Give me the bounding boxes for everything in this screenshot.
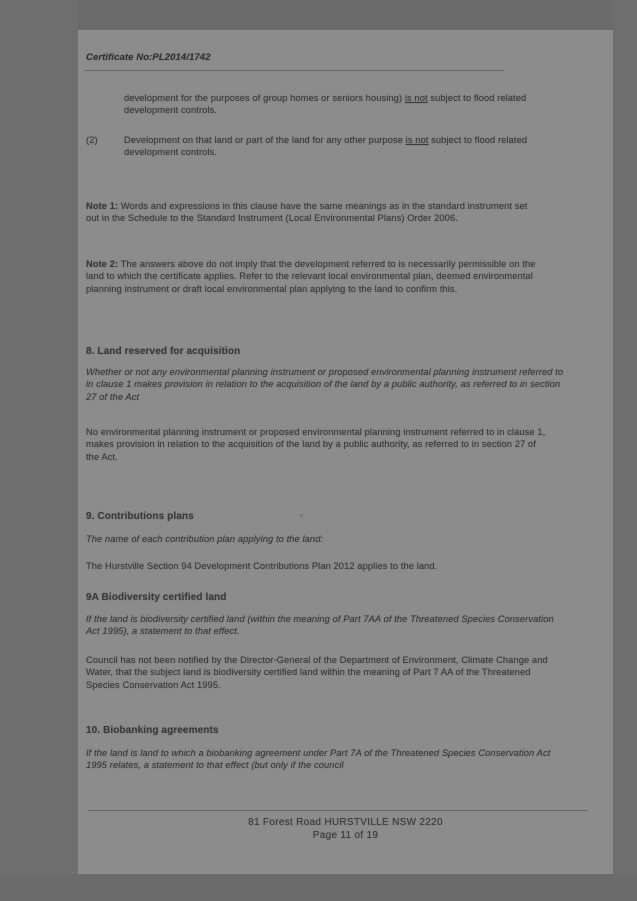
section-8-body-text: No environmental planning instrument or proposed environmental planning instrument referred to in clause 1, makes provision in relation to the acquisition of the land by a public authority, as referred to in section 27 of the Act. <box>86 427 546 462</box>
footer-address: 81 Forest Road HURSTVILLE NSW 2220 <box>248 817 443 828</box>
note-2-text: The answers above do not imply that the development referred to is necessarily permissible on the land to which the certificate applies. Refer to the relevant local environmental plan, deemed environmental planning instrument or draft local environmental plan applying to the land to confirm this. <box>86 259 536 294</box>
section-9a-body-text: Council has not been notified by the Director-General of the Department of Environment, Climate Change and Water, that the subject land is biodiversity certified land within the meaning of Part 7 AA of the Threatened Species Conservation Act 1995. <box>86 655 548 690</box>
certificate-number-header: Certificate No:PL2014/1742 <box>86 52 211 63</box>
note-1-text: Words and expressions in this clause have the same meanings as in the standard instrument set out in the Schedule to the Standard Instrument (Local Environmental Plans) Order 2006. <box>86 201 528 224</box>
section-9-body-text: The Hurstville Section 94 Development Contributions Plan 2012 applies to the land. <box>86 561 438 571</box>
note-2 <box>86 258 546 295</box>
section-9-italic-text: The name of each contribution plan applying to the land: <box>86 534 324 544</box>
header-divider <box>84 70 504 71</box>
page-frame-bottom <box>0 874 637 901</box>
clause-2-text: Development on that land or part of the land for any other purpose is not subject to flood related development controls. <box>124 135 528 158</box>
clause-continuation-text: development for the purposes of group homes or seniors housing) is not subject to flood related development controls. <box>124 93 527 116</box>
section-10-heading: 10. Biobanking agreements <box>86 725 219 736</box>
section-9a-heading: 9A Biodiversity certified land <box>86 592 227 603</box>
section-8-italic-text: Whether or not any environmental planning instrument or proposed environmental planning instrument referred to in clause 1 makes provision in relation to the acquisition of the land by a public authority, as referred to in section 27 of the Act <box>86 367 564 402</box>
note-1 <box>86 200 536 225</box>
page-frame-right <box>613 0 637 901</box>
section-8-heading: 8. Land reserved for acquisition <box>86 346 241 357</box>
scanned-page-sheet <box>78 30 613 874</box>
footer-page-number: Page 11 of 19 <box>312 830 379 841</box>
page-frame-top <box>0 0 637 30</box>
section-9a-italic-text: If the land is biodiversity certified land (within the meaning of Part 7AA of the Threatened Species Conservation Act 1995), a statement to that effect. <box>86 614 554 637</box>
clause-2-number: (2) <box>86 135 98 145</box>
section-9-heading: 9. Contributions plans <box>86 511 194 522</box>
note-2-label: Note 2: <box>86 259 119 269</box>
footer-divider <box>88 810 588 811</box>
page-frame-left <box>0 0 78 901</box>
note-1-label: Note 1: <box>86 201 119 211</box>
section-10-italic-text: If the land is land to which a biobanking agreement under Part 7A of the Threatened Species Conservation Act 1995 relates, a statement to that effect (but only if the council <box>86 748 551 771</box>
